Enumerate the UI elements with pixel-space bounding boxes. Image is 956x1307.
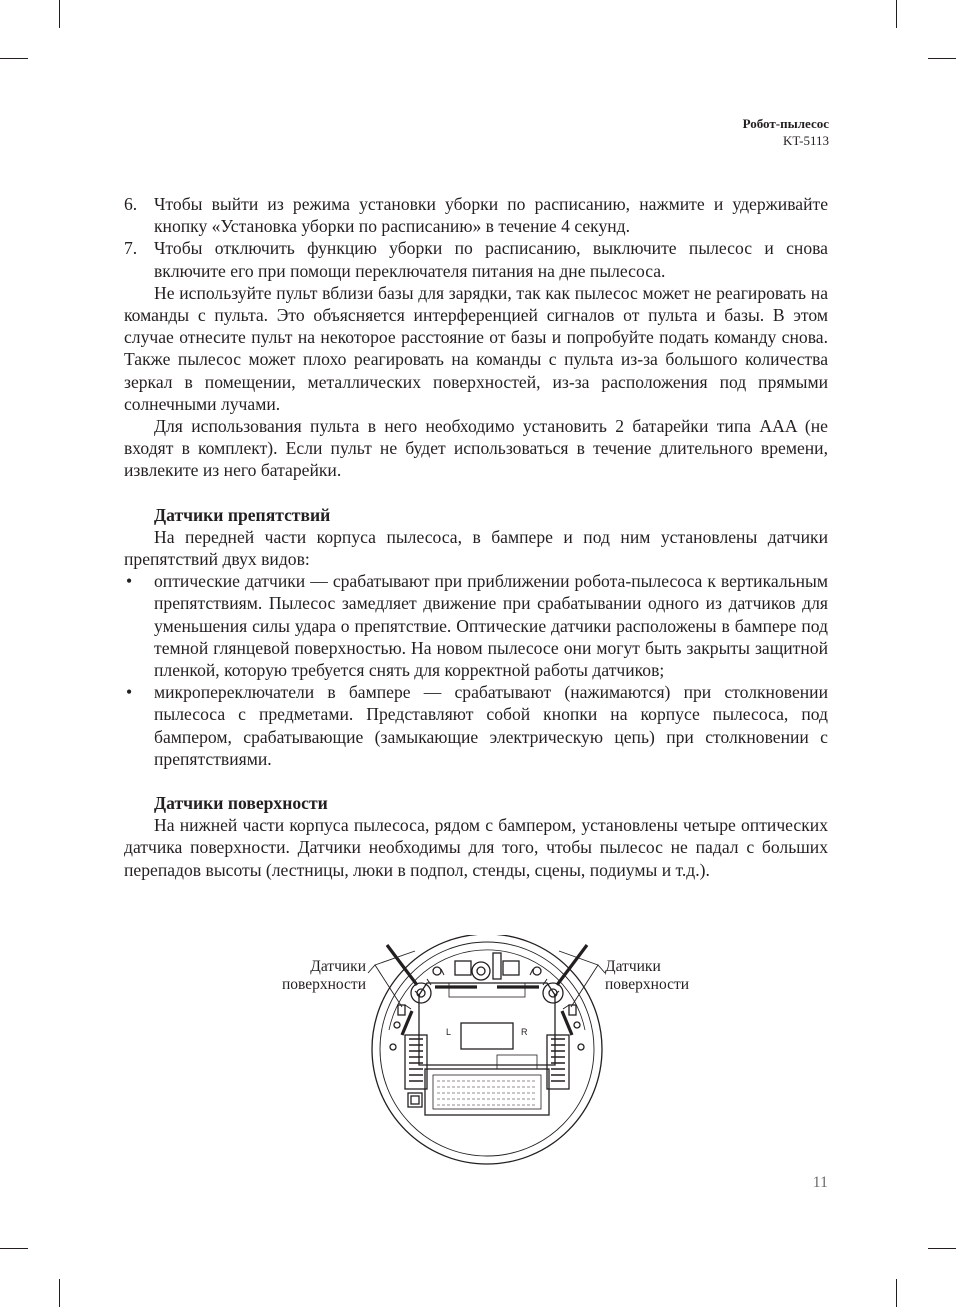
wheel-label-right: R	[521, 1027, 528, 1037]
header-title: Робот-пылесос	[742, 116, 829, 131]
header-model: KT-5113	[783, 133, 829, 148]
bullet-marker: •	[126, 571, 133, 592]
label-surface-sensors-right: Датчики поверхности	[605, 958, 690, 993]
main-content	[124, 193, 828, 881]
bullet-item	[124, 681, 828, 770]
paragraph: Не используйте пульт вблизи базы для зарядки, так как пылесос может не реагировать на команды с пульта. Это объясняется интерференцией сигналов от пульта и базы. В этом случае отнесите пульт на некоторое расстояние от базы и попробуйте подать команду снова. Также пылесос может плохо реагировать на команды с пульта из-за большого количества зеркал в помещении, металлических поверхностей, из-за расположения под прямыми солнечными лучами.	[124, 282, 828, 414]
paragraph: На передней части корпуса пылесоса, в бампере и под ним установлены датчики препятствий двух видов:	[124, 526, 828, 570]
crop-mark	[896, 0, 897, 28]
cliff-sensor-right	[569, 1005, 576, 1015]
main-brush-bay	[425, 1069, 549, 1115]
paragraph: Для использования пульта в него необходимо установить 2 батарейки типа AAA (не входят в комплект). Если пульт не будет использоваться в течение длительного времени, извлеките из него батарейки.	[124, 416, 828, 481]
crop-mark	[0, 58, 28, 59]
power-switch	[408, 1093, 422, 1107]
item-number: 7.	[124, 238, 138, 259]
crop-mark	[928, 58, 956, 59]
page-number: 11	[812, 1174, 828, 1191]
crop-mark	[0, 1248, 28, 1249]
crop-mark	[59, 1279, 60, 1307]
item-text: Чтобы выйти из режима установки уборки по расписанию, нажмите и удерживайте кнопку «Установка уборки по расписанию» в течение 4 секунд.	[154, 194, 828, 237]
running-header	[743, 115, 829, 149]
item-number: 6.	[124, 194, 138, 214]
crop-mark	[928, 1248, 956, 1249]
bullet-item	[124, 570, 828, 681]
section-heading-obstacles: Датчики препятствий	[154, 504, 331, 525]
item-text: Чтобы отключить функцию уборки по расписанию, выключите пылесос и снова включите его при помощи переключателя питания на дне пылесоса.	[154, 238, 828, 281]
crop-mark	[59, 0, 60, 28]
vacuum-bottom-figure	[265, 935, 710, 1170]
section-heading-surface: Датчики поверхности	[154, 793, 328, 814]
wheel-label-left: L	[446, 1027, 452, 1037]
bullet-marker: •	[126, 682, 133, 703]
numbered-item	[124, 237, 828, 281]
label-surface-sensors-left: Датчики поверхности	[281, 958, 366, 993]
bullet-text: микропереключатели в бампере — срабатывают (нажимаются) при столкновении пылесоса с предметами. Представляют собой кнопки на корпусе пылесоса, под бампером, срабатывающие (замыкающие электрическую цепь) при столкновении с препятствиями.	[154, 682, 828, 769]
paragraph: На нижней части корпуса пылесоса, рядом с бампером, установлены четыре оптических датчика поверхности. Датчики необходимы для того, чтобы пылесос не падал с больших перепадов высоты (лестницы, люки в подпол, стенды, сцены, подиумы и т.д.).	[124, 815, 828, 880]
bullet-text: оптические датчики — срабатывают при приближении робота-пылесоса к вертикальным препятствиям. Пылесос замедляет движение при срабатывании одного из датчиков для уменьшения силы удара о препятствие. Оптические датчики расположены в бампере под темной глянцевой поверхностью. На новом пылесосе они могут быть закрыты защитной пленкой, которую требуется снять для корректной работы датчиков;	[154, 571, 828, 681]
crop-mark	[896, 1279, 897, 1307]
numbered-item	[124, 193, 828, 237]
